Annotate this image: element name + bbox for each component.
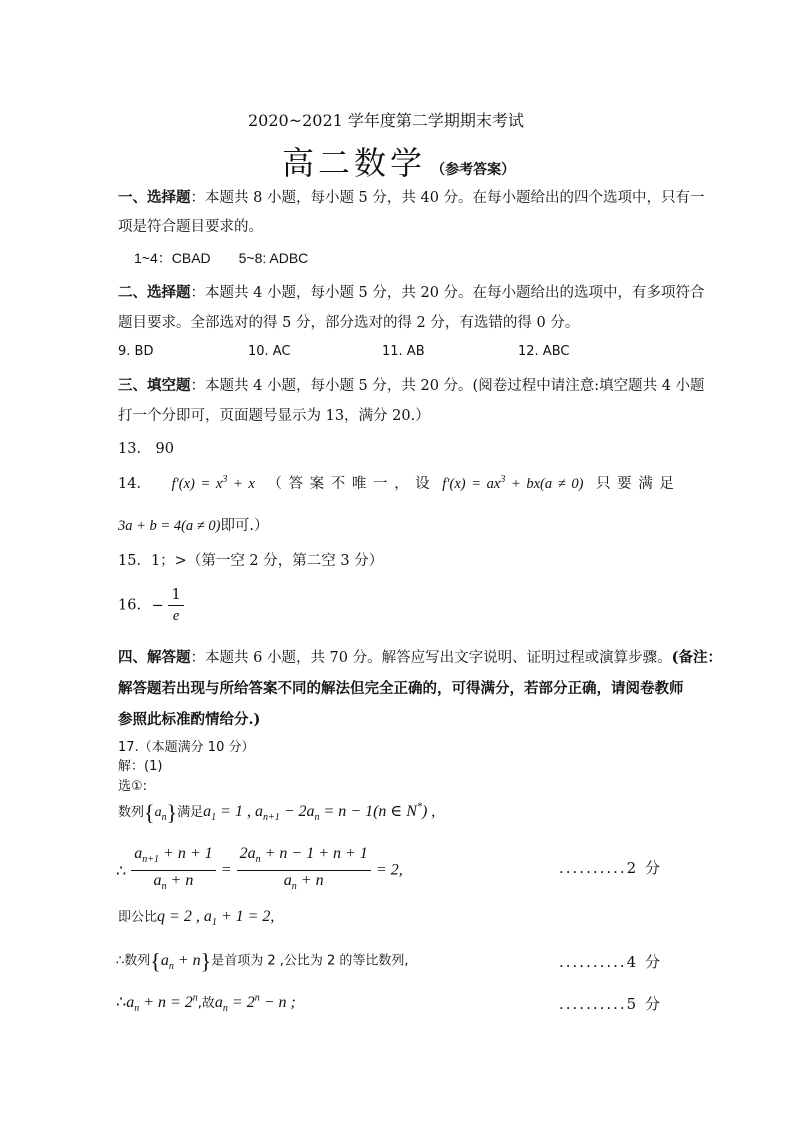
q17-recurrence: $a_1 = 1$ , $a_{n+1} - 2a_n = n - 1(n$ ∈ N*) , [203, 801, 436, 824]
subject-title [282, 138, 515, 184]
q17-ratio-values: q = 2 , $a_1 + 1 = 2$, [157, 908, 275, 929]
section1-answers: 1~4：CBAD 5~8: ADBC [134, 250, 309, 266]
q17-ratio-fraction-1: $\frac{a_{n+1} + n + 1}{a_n + n}$ [131, 844, 215, 897]
q17-final-1: $a_n + n = 2^n$ [126, 992, 198, 1015]
exam-title: 2020~2021 学年度第二学期期末考试 [248, 111, 524, 130]
section2-line1 [118, 281, 705, 302]
q17-sequence-definition [118, 800, 435, 826]
answer-14-condition: 3a + b = 4(a ≠ 0) [118, 518, 221, 534]
section1-desc-line2: 项是符合题目要求的。 [118, 219, 263, 235]
section1-line1 [118, 186, 705, 207]
section3-line1 [118, 374, 705, 395]
q17-therefore-2: ∴ [116, 992, 127, 1011]
q17-geo-prefix: ∴数列 [116, 953, 151, 969]
section3-heading: 三、填空题 [118, 377, 191, 394]
section4-note-line3: 参照此标准酌情给分.) [118, 711, 261, 728]
q17-geo-symbol: $\{a_n + n\}$ [150, 948, 212, 973]
section4-note-line1: (备注： [671, 649, 722, 666]
subject-name: 高二数学 [282, 144, 427, 182]
section3-desc-line2: 打一个分即可，页面题号显示为 13，满分 20.） [118, 408, 430, 424]
section4-note-line2: 解答题若出现与所给答案不同的解法但完全正确的，可得满分，若部分正确，请阅卷教师 [118, 680, 684, 697]
answer-16 [118, 585, 184, 626]
answer-14-line1 [118, 472, 674, 493]
answer-14-number: 14． [118, 476, 151, 492]
answer-15: 15．1；>（第一空 2 分，第二空 3 分） [118, 553, 384, 569]
answer-14-note-a: （ 答 案 不 唯 一 ， 设 [267, 476, 430, 492]
section1-heading: 一、选择题 [118, 189, 191, 206]
q17-ratio-line: ∴ $\frac{a_{n+1} + n + 1}{a_n + n}$ = $\frac{2a_n + n - 1 + n + 1}{a_n + n}$ = 2, [116, 844, 403, 897]
section4-desc: ：本题共 6 小题，共 70 分。解答应写出文字说明、证明过程或演算步骤。 [190, 650, 672, 666]
section4-heading: 四、解答题 [118, 649, 191, 666]
q17-therefore-1: ∴ [116, 861, 127, 881]
answer-14-tail: 即可.） [220, 518, 269, 534]
answer-14-note-b: 只 要 满 足 [596, 476, 674, 492]
q17-title: 17.（本题满分 10 分） [118, 740, 255, 755]
q17-ratio-fraction-2: $\frac{2a_n + n - 1 + n + 1}{a_n + n}$ [237, 844, 371, 897]
section4-line1 [118, 646, 722, 667]
answer-16-fraction-denominator: e [172, 608, 180, 624]
section3-desc-line1: ：本题共 4 小题，每小题 5 分，共 20 分。(阅卷过程中请注意:填空题共 4 小题 [190, 378, 705, 394]
section2-desc-line1: ：本题共 4 小题，每小题 5 分，共 20 分。在每小题给出的选项中，有多项符合 [190, 285, 705, 301]
q17-geometric-line [116, 948, 409, 974]
q17-geo-text: 是首项为 2 ,公比为 2 的等比数列, [211, 953, 409, 969]
answer-14-line2 [118, 514, 269, 535]
q17-choose: 选①: [118, 779, 148, 794]
section2-answer-11: 11. AB [382, 344, 425, 359]
q17-final-mid: ,故 [197, 996, 215, 1011]
q17-common-ratio-line [118, 906, 274, 928]
q17-seq-mid: 满足 [177, 805, 204, 821]
q17-final-line [116, 992, 296, 1014]
q17-score-5: ..........5 分 [559, 995, 662, 1013]
answer-16-fraction [168, 585, 183, 626]
q17-seq-prefix: 数列 [118, 805, 145, 821]
answer-16-number: 16. [118, 597, 142, 614]
section2-answer-12: 12. ABC [518, 344, 570, 359]
answer-13: 13. 90 [118, 441, 175, 457]
section2-heading: 二、选择题 [118, 284, 191, 301]
subject-note: （参考答案） [431, 162, 516, 178]
answer-16-fraction-numerator: 1 [168, 585, 183, 606]
q17-solve: 解：(1) [118, 759, 163, 774]
section2-desc-line2: 题目要求。全部选对的得 5 分，部分选对的得 2 分，有选错的得 0 分。 [118, 315, 580, 331]
q17-score-2: ..........2 分 [559, 859, 662, 877]
q17-final-2: $a_n = 2^n - n$ ; [214, 992, 296, 1015]
section2-answer-9: 9. BD [118, 344, 154, 359]
answer-14-general-form: $f'(x) = ax^3 + bx(a \ne 0)$ [442, 474, 584, 492]
section2-answer-10: 10. AC [248, 344, 291, 359]
answer-16-minus: − [151, 597, 164, 614]
q17-seq-symbol: $\{a_n\}$ [144, 800, 178, 825]
q17-ratio-prefix: 即公比 [118, 910, 158, 925]
section1-desc-line1: ：本题共 8 小题，每小题 5 分，共 40 分。在每小题给出的四个选项中，只有一 [190, 190, 705, 206]
answer-14-formula: $f'(x) = x^3 + x$ [171, 474, 255, 492]
q17-score-4: ..........4 分 [559, 953, 662, 971]
